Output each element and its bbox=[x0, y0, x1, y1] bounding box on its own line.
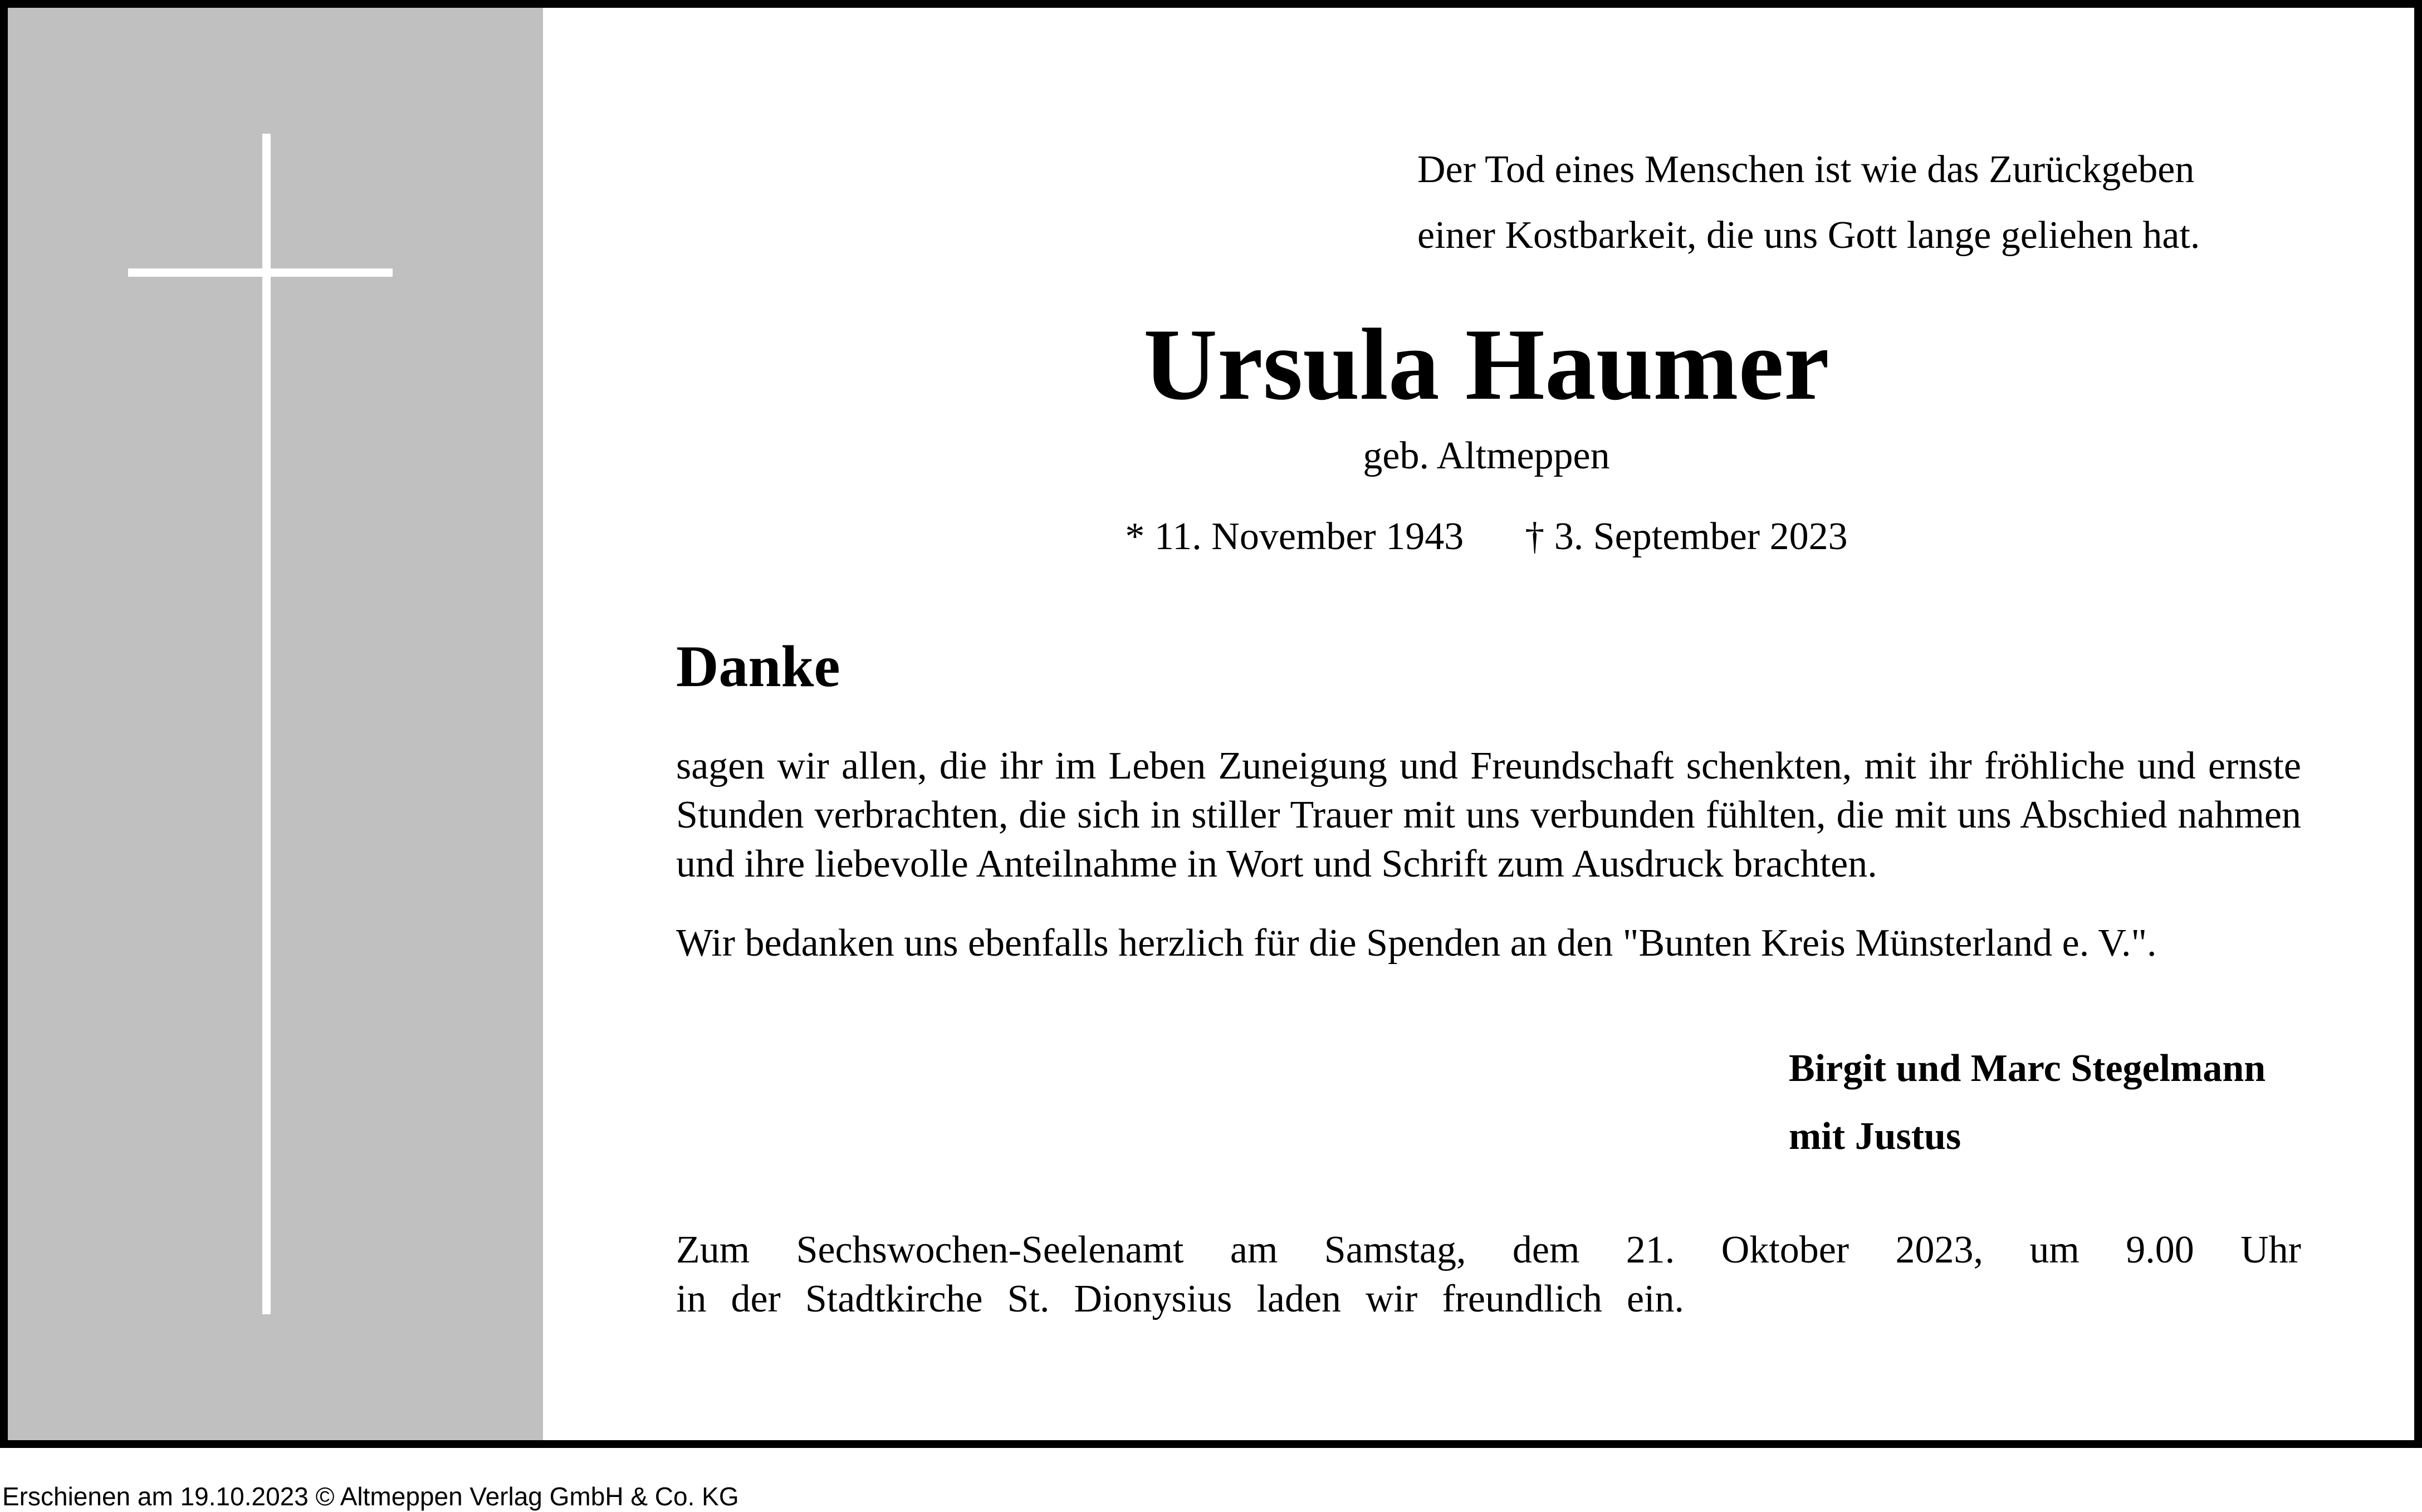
thanks-heading: Danke bbox=[676, 634, 840, 699]
maiden-name: geb. Altmeppen bbox=[1363, 434, 1610, 477]
cross-icon-beam bbox=[128, 268, 393, 277]
thanks-paragraph: sagen wir allen, die ihr im Leben Zuneigung und Freundschaft schenkten, mit ihr fröhliche und ernste Stunden verbrachten, die sich in stiller Trauer mit uns verbunden fühlten, die mit uns Abschied nahmen und ihre liebevolle Anteilnahme in Wort und Schrift zum Ausdruck brachten. bbox=[676, 745, 2301, 885]
publication-footer: Erschienen am 19.10.2023 © Altmeppen Verlag GmbH & Co. KG bbox=[2, 1482, 739, 1511]
epigraph-quote bbox=[1417, 137, 2286, 268]
side-panel bbox=[8, 8, 543, 1440]
death-date: † 3. September 2023 bbox=[1525, 515, 1848, 558]
cross-icon bbox=[262, 134, 271, 1314]
birth-date: * 11. November 1943 bbox=[1125, 515, 1464, 558]
signature-addendum: mit Justus bbox=[1789, 1115, 1961, 1158]
quote-line-2: einer Kostbarkeit, die uns Gott lange geliehen hat. bbox=[1417, 214, 2200, 257]
quote-line-1: Der Tod eines Menschen ist wie das Zurückgeben bbox=[1417, 148, 2195, 191]
service-line-2: in der Stadtkirche St. Dionysius laden wir freundlich ein. bbox=[676, 1278, 1684, 1320]
signature-names: Birgit und Marc Stegelmann bbox=[1789, 1047, 2266, 1090]
service-line-1: Zum Sechswochen-Seelenamt am Samstag, dem 21. Oktober 2023, um 9.00 Uhr bbox=[676, 1229, 2301, 1271]
deceased-name: Ursula Haumer bbox=[1143, 307, 1829, 421]
donation-paragraph: Wir bedanken uns ebenfalls herzlich für die Spenden an den "Bunten Kreis Münsterland e. V.". bbox=[676, 922, 2157, 965]
life-dates bbox=[671, 512, 2302, 562]
